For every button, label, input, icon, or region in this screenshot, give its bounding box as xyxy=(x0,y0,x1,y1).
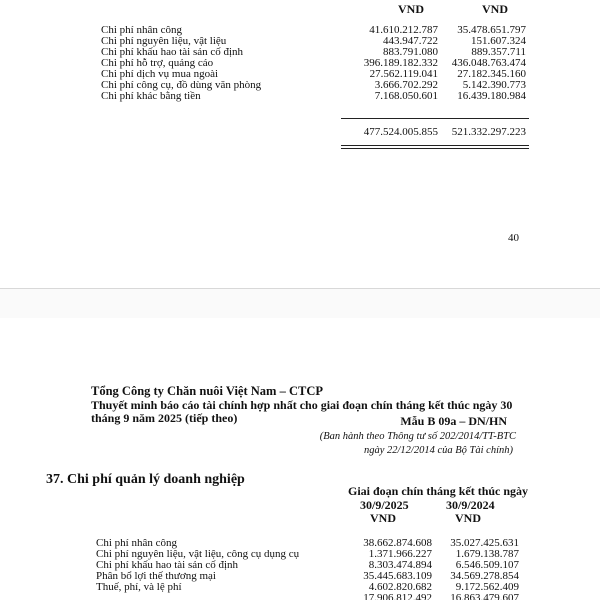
row-value-2025: 27.562.119.041 xyxy=(369,68,438,80)
company-name: Tổng Công ty Chăn nuôi Việt Nam – CTCP xyxy=(91,384,323,398)
total-2025: 477.524.005.855 xyxy=(363,126,438,138)
row-value-2025: 1.371.966.227 xyxy=(368,548,432,560)
row-value-2025: 35.445.683.109 xyxy=(363,570,432,582)
col2-unit: VND xyxy=(455,511,481,525)
row-value-2025: 8.303.474.894 xyxy=(368,559,432,571)
row-label: Phân bổ lợi thế thương mại xyxy=(96,570,216,582)
row-value-2024: 35.478.651.797 xyxy=(457,24,526,36)
row-value-2024: 16.439.180.984 xyxy=(457,90,526,102)
row-value-2024: 27.182.345.160 xyxy=(457,68,526,80)
row-label: Chi phí dịch vụ mua ngoài xyxy=(101,68,219,80)
row-label: Thuế, phí, và lệ phí xyxy=(96,581,182,593)
row-label: Chi phí nguyên liệu, vật liệu xyxy=(101,35,227,47)
row-value-2025: 3.666.702.292 xyxy=(374,79,438,91)
row-value-2024: 436.048.763.474 xyxy=(451,57,526,69)
row-value-2025: 4.602.820.682 xyxy=(368,581,432,593)
row-label: Chi phí nhân công xyxy=(96,537,177,549)
col1-date: 30/9/2025 xyxy=(360,498,409,512)
col2-unit-header: VND xyxy=(482,2,508,16)
row-label: Chi phí hỗ trợ, quảng cáo xyxy=(101,57,214,69)
col2-date: 30/9/2024 xyxy=(446,498,495,512)
row-label: Chi phí nhân công xyxy=(101,24,182,36)
total-2024: 521.332.297.223 xyxy=(451,126,526,138)
form-code: Mẫu B 09a – DN/HN xyxy=(400,414,507,428)
total-double-rule xyxy=(341,145,529,146)
row-value-2024: 34.569.278.854 xyxy=(450,570,519,582)
table-row xyxy=(0,91,600,102)
row-value-2024: 151.607.324 xyxy=(471,35,526,47)
page-41 xyxy=(0,318,600,600)
row-value-2025: 41.610.212.787 xyxy=(369,24,438,36)
row-value-2024: 6.546.509.107 xyxy=(455,559,519,571)
table-row xyxy=(0,593,600,600)
col1-unit: VND xyxy=(370,511,396,525)
row-value-2024: 5.142.390.773 xyxy=(462,79,526,91)
row-value-2024: 1.679.138.787 xyxy=(455,548,519,560)
report-subtitle-line2: tháng 9 năm 2025 (tiếp theo) xyxy=(91,411,238,425)
col1-unit-header: VND xyxy=(398,2,424,16)
row-value-2025: 17.906.812.492 xyxy=(363,592,432,600)
row-label: Chi phí công cụ, đồ dùng văn phòng xyxy=(101,79,262,91)
form-note-line1: (Ban hành theo Thông tư số 202/2014/TT-BTC xyxy=(319,431,516,442)
row-value-2024: 35.027.425.631 xyxy=(450,537,519,549)
row-value-2025: 7.168.050.601 xyxy=(374,90,438,102)
row-value-2025: 396.189.182.332 xyxy=(363,57,438,69)
section-title: 37. Chi phí quản lý doanh nghiệp xyxy=(46,472,245,487)
row-label: Chi phí khấu hao tài sản cố định xyxy=(96,559,239,571)
report-subtitle-line1: Thuyết minh báo cáo tài chính hợp nhất cho giai đoạn chín tháng kết thúc ngày 30 xyxy=(91,398,513,412)
row-value-2024: 16.863.479.607 xyxy=(450,592,519,600)
page-number: 40 xyxy=(508,232,519,244)
row-value-2025: 443.947.722 xyxy=(383,35,438,47)
subtotal-rule xyxy=(341,118,529,119)
row-value-2024: 9.172.562.409 xyxy=(455,581,519,593)
row-label: Chi phí nguyên liệu, vật liệu, công cụ dụng cụ xyxy=(96,548,300,560)
row-value-2025: 883.791.080 xyxy=(383,46,438,58)
total-double-rule xyxy=(341,148,529,149)
form-note-line2: ngày 22/12/2014 của Bộ Tài chính) xyxy=(363,445,513,456)
row-label: Chi phí khấu hao tài sản cố định xyxy=(101,46,244,58)
page-40 xyxy=(0,0,600,288)
row-value-2025: 38.662.874.608 xyxy=(363,537,432,549)
row-label: Chi phí khác bằng tiền xyxy=(101,90,201,102)
period-header: Giai đoạn chín tháng kết thúc ngày xyxy=(348,484,529,498)
page-gap xyxy=(0,288,600,320)
row-value-2024: 889.357.711 xyxy=(471,46,526,58)
